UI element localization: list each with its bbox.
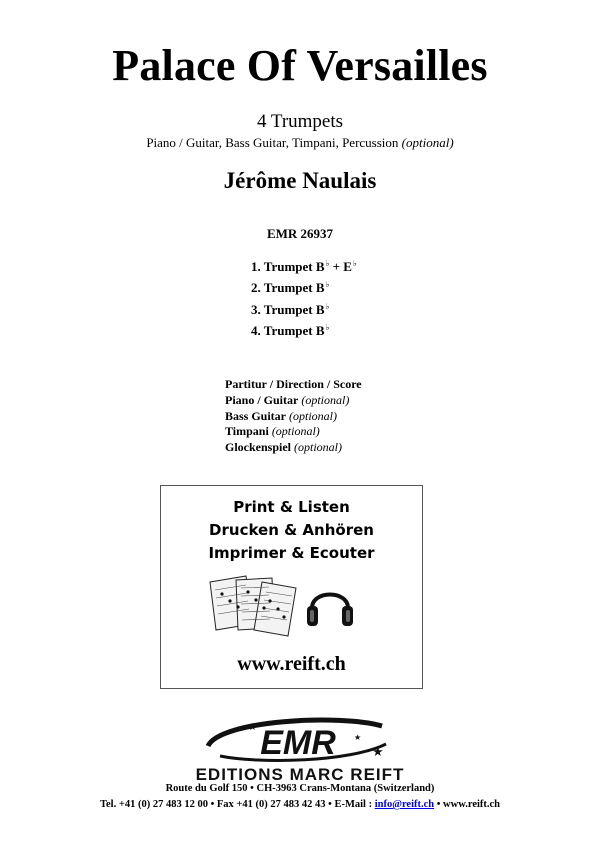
website-link[interactable]: www.reift.ch (237, 653, 346, 675)
score-item: Piano / Guitar (optional) (225, 392, 350, 407)
instrumentation (0, 135, 600, 151)
contact-web: • www.reift.ch (434, 799, 501, 810)
headphones-icon (304, 578, 356, 634)
promo-line: Drucken & Anhören (209, 521, 374, 539)
parts-list (251, 259, 357, 344)
svg-text:★: ★ (248, 722, 257, 733)
score-item: Timpani (optional) (225, 424, 320, 439)
logo-mark: EMR (260, 724, 336, 762)
sheet-music-icon (206, 574, 302, 638)
page-title: Palace Of Versailles (112, 41, 488, 90)
score-item: Bass Guitar (optional) (225, 408, 338, 423)
score-item: Glockenspiel (optional) (225, 440, 343, 455)
score-list (225, 377, 362, 456)
catalog-number: EMR 26937 (266, 226, 334, 241)
promo-text (161, 498, 422, 567)
promo-line: Imprimer & Ecouter (208, 544, 375, 562)
score-item: Partitur / Direction / Score (225, 377, 362, 391)
print-listen-box (160, 485, 423, 689)
svg-text:★: ★ (372, 744, 384, 759)
email-link[interactable]: info@reift.ch (374, 799, 435, 810)
part-item: 1. Trumpet B♭ + E♭ (251, 259, 357, 274)
instrumentation-optional: (optional) (401, 135, 454, 150)
promo-line: Print & Listen (233, 498, 350, 516)
svg-text:★: ★ (354, 733, 362, 742)
subtitle: 4 Trumpets (256, 111, 344, 132)
footer-address: Route du Golf 150 • CH-3963 Crans-Montana (Switzerland) (165, 783, 435, 794)
footer-contact (0, 799, 600, 810)
logo-name: EDITIONS MARC REIFT (195, 765, 405, 784)
contact-text: Tel. +41 (0) 27 483 12 00 • Fax +41 (0) 27 483 42 43 • E-Mail : (99, 799, 375, 810)
emr-logo (150, 712, 450, 784)
part-item: 4. Trumpet B♭ (251, 322, 330, 338)
composer: Jérôme Naulais (223, 168, 377, 193)
instrumentation-text: Piano / Guitar, Bass Guitar, Timpani, Percussion (146, 135, 399, 150)
part-item: 2. Trumpet B♭ (251, 280, 330, 296)
part-item: 3. Trumpet B♭ (251, 301, 330, 317)
